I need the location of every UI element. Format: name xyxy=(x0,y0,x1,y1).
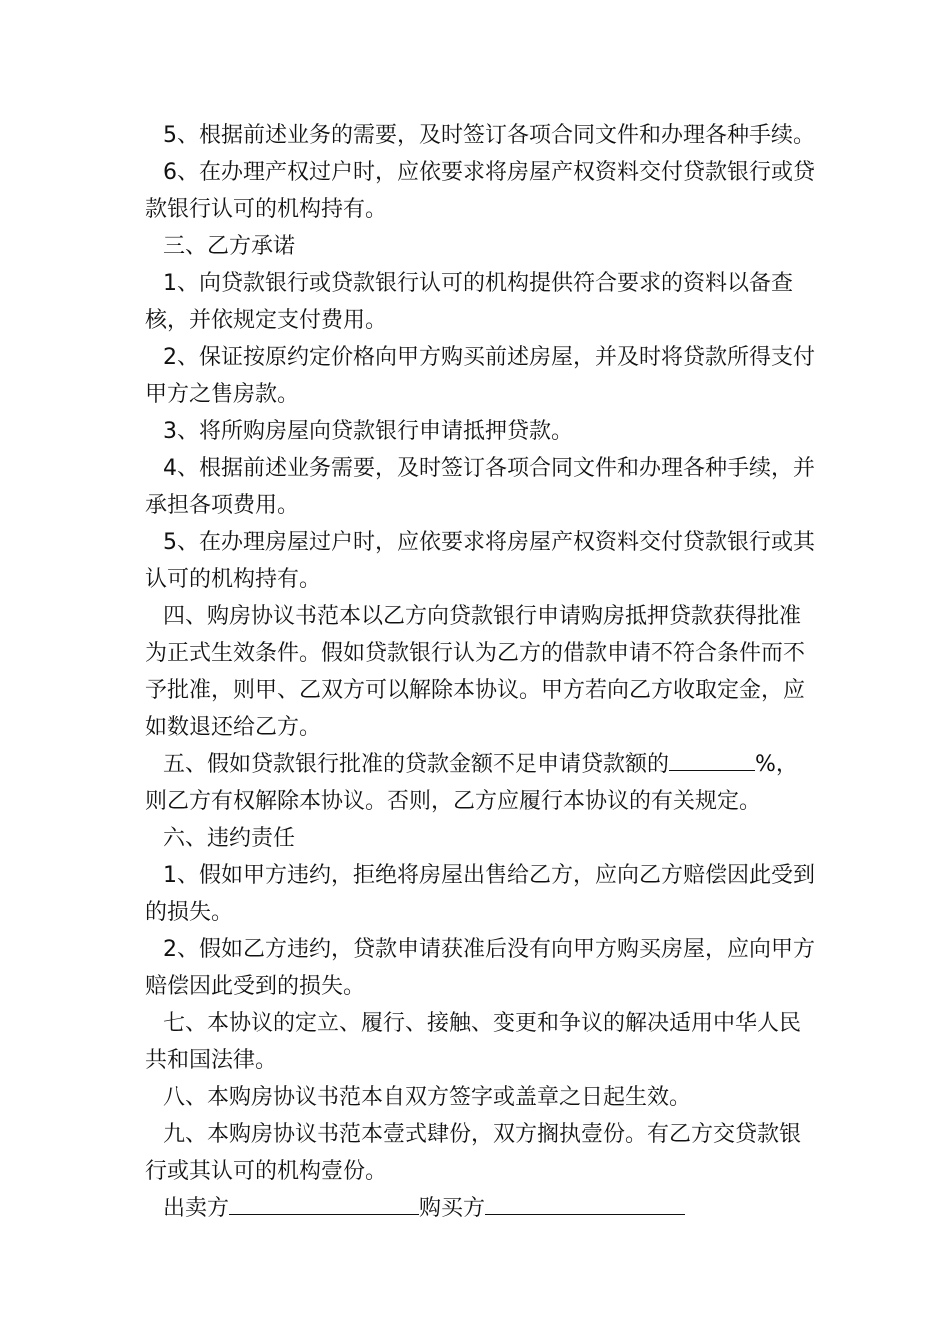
buyer-signature-blank xyxy=(485,1194,685,1215)
clause-1-seller-breach: 1、假如甲方违约，拒绝将房屋出售给乙方，应向乙方赔偿因此受到的损失。 xyxy=(145,863,815,925)
clause-1-buyer-documents: 1、向贷款银行或贷款银行认可的机构提供符合要求的资料以备查核，并依规定支付费用。 xyxy=(145,271,793,333)
clause-6-seller-title-transfer: 6、在办理产权过户时，应依要求将房屋产权资料交付贷款银行或贷款银行认可的机构持有。 xyxy=(145,160,815,222)
section-8-effective-date: 八、本购房协议书范本自双方签字或盖章之日起生效。 xyxy=(163,1085,692,1110)
clause-2-buyer-purchase: 2、保证按原约定价格向甲方购买前述房屋，并及时将贷款所得支付甲方之售房款。 xyxy=(145,345,815,407)
seller-signature-blank xyxy=(229,1194,419,1215)
section-6-heading: 六、违约责任 xyxy=(163,826,296,851)
clause-5-buyer-title-transfer: 5、在办理房屋过户时，应依要求将房屋产权资料交付贷款银行或其认可的机构持有。 xyxy=(145,530,815,592)
section-4-effective-condition: 四、购房协议书范本以乙方向贷款银行申请购房抵押贷款获得批准为正式生效条件。假如贷款银行认为乙方的借款申请不符合条件而不予批准，则甲、乙双方可以解除本协议。甲方若向乙方收取定金，应如数退还给乙方。 xyxy=(145,604,806,740)
signature-line xyxy=(145,1190,815,1227)
buyer-label: 购买方 xyxy=(419,1196,486,1221)
document-page xyxy=(145,117,815,1227)
percent-blank xyxy=(669,750,755,771)
clause-2-buyer-breach: 2、假如乙方违约，贷款申请获准后没有向甲方购买房屋，应向甲方赔偿因此受到的损失。 xyxy=(145,937,815,999)
clause-4-buyer-contracts: 4、根据前述业务需要，及时签订各项合同文件和办理各种手续，并承担各项费用。 xyxy=(145,456,815,518)
seller-label: 出卖方 xyxy=(163,1196,230,1221)
section-5-text-start: 五、假如贷款银行批准的贷款金额不足申请贷款额的 xyxy=(163,752,670,777)
section-3-heading: 三、乙方承诺 xyxy=(163,234,296,259)
section-5-text-end: %，则乙方有权解除本协议。否则，乙方应履行本协议的有关规定。 xyxy=(145,752,798,814)
section-7-governing-law: 七、本协议的定立、履行、接触、变更和争议的解决适用中华人民共和国法律。 xyxy=(145,1011,802,1073)
section-9-copies: 九、本购房协议书范本壹式肆份，双方搁执壹份。有乙方交贷款银行或其认可的机构壹份。 xyxy=(145,1122,802,1184)
section-5-loan-amount xyxy=(145,746,815,820)
clause-3-buyer-mortgage: 3、将所购房屋向贷款银行申请抵押贷款。 xyxy=(163,419,573,444)
clause-5-seller-contracts: 5、根据前述业务的需要，及时签订各项合同文件和办理各种手续。 xyxy=(163,123,815,148)
